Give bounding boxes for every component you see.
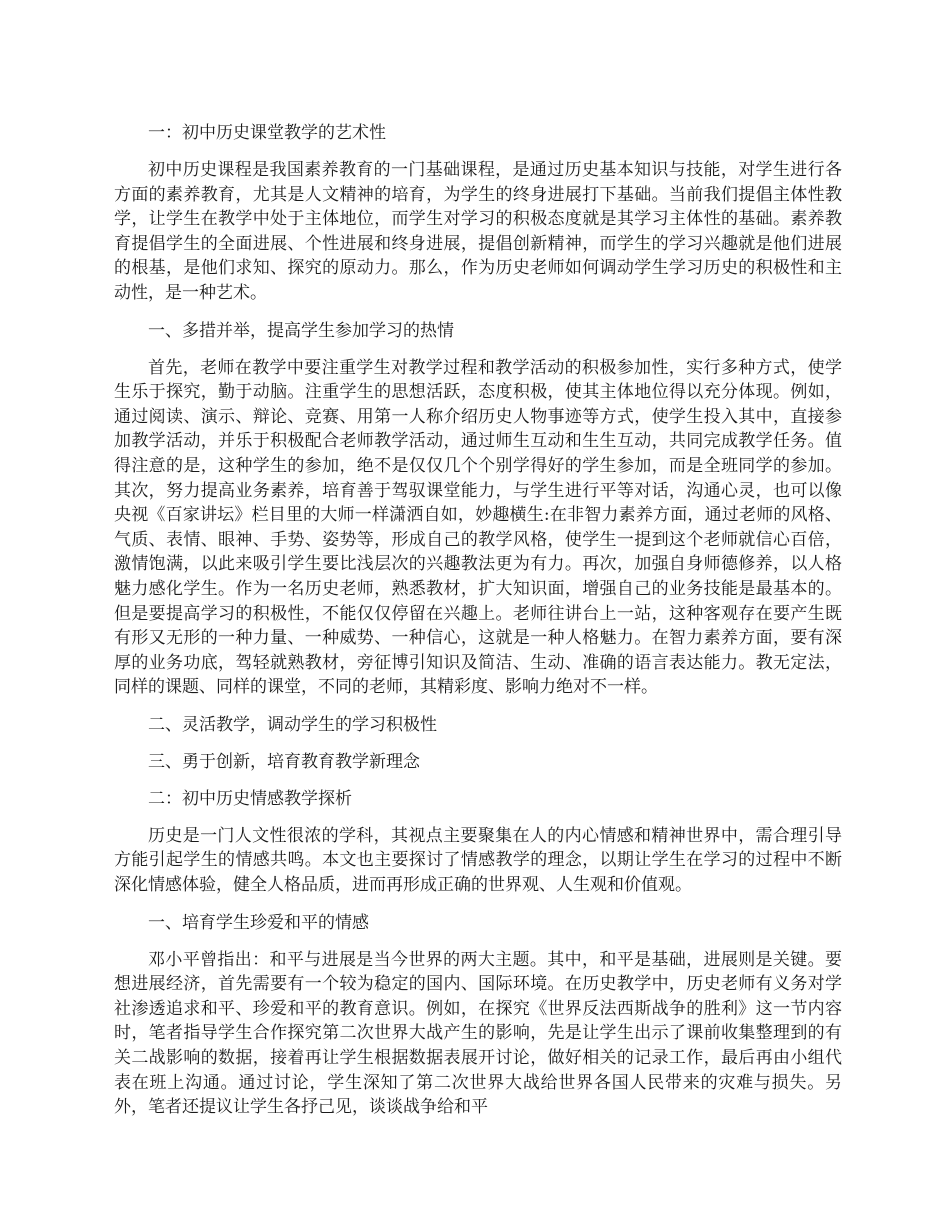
section-heading-3: 二、灵活教学，调动学生的学习积极性 bbox=[148, 714, 437, 735]
section-heading-2: 一、多措并举，提高学生参加学习的热情 bbox=[148, 320, 454, 341]
paragraph-4: 邓小平曾指出：和平与进展是当今世界的两大主题。其中，和平是基础，进展则是关键。要想进展经济，首先需要有一个较为稳定的国内、国际环境。在历史教学中，历史老师有义务对学社渗透追求和平、珍爱和平的教育意识。例如，在探究《世界反法西斯战争的胜利》这一节内容时，笔者指导学生合作探究第二次世界大战产生的影响，先是让学生出示了课前收集整理到的有关二战影响的数据，接着再让学生根据数据表展开讨论，做好相关的记录工作，最后再由小组代表在班上沟通。通过讨论，学生深知了第二次世界大战给世界各国人民带来的灾难与损失。另外，笔者还提议让学生各抒己见，谈谈战争给和平 bbox=[114, 949, 842, 1118]
document-page bbox=[114, 121, 842, 1133]
section-heading-1: 一：初中历史课堂教学的艺术性 bbox=[148, 123, 386, 143]
paragraph-2: 首先，老师在教学中要注重学生对教学过程和教学活动的积极参加性，实行多种方式，使学生乐于探究，勤于动脑。注重学生的思想活跃，态度积极，使其主体地位得以充分体现。例如，通过阅读、演示、辩论、竞赛、用第一人称介绍历史人物事迹等方式，使学生投入其中，直接参加教学活动，并乐于积极配合老师教学活动，通过师生互动和生生互动，共同完成教学任务。值得注意的是，这种学生的参加，绝不是仅仅几个个别学得好的学生参加，而是全班同学的参加。其次，努力提高业务素养，培育善于驾驭课堂能力，与学生进行平等对话，沟通心灵，也可以像央视《百家讲坛》栏目里的大师一样潇洒自如，妙趣横生:在非智力素养方面，通过老师的风格、气质、表情、眼神、手势、姿势等，形成自己的教学风格，使学生一提到这个老师就信心百倍，激情饱满，以此来吸引学生要比浅层次的兴趣教法更为有力。再次，加强自身师德修养，以人格魅力感化学生。作为一名历史老师，熟悉教材，扩大知识面，增强自己的业务技能是最基本的。但是要提高学习的积极性，不能仅仅停留在兴趣上。老师往讲台上一站，这种客观存在要产生既有形又无形的一种力量、一种威势、一种信心，这就是一种人格魅力。在智力素养方面，要有深厚的业务功底，驾轻就熟教材，旁征博引知识及简洁、生动、准确的语言表达能力。教无定法，同样的课题、同样的课堂，不同的老师，其精彩度、影响力绝对不一样。 bbox=[114, 357, 842, 698]
section-heading-6: 一、培育学生珍爱和平的情感 bbox=[148, 912, 369, 933]
section-heading-5: 二：初中历史情感教学探析 bbox=[148, 788, 352, 809]
section-heading-4: 三、勇于创新，培育教育教学新理念 bbox=[148, 751, 420, 772]
paragraph-1: 初中历史课程是我国素养教育的一门基础课程，是通过历史基本知识与技能，对学生进行各方面的素养教育，尤其是人文精神的培育，为学生的终身进展打下基础。当前我们提倡主体性教学，让学生在教学中处于主体地位，而学生对学习的积极态度就是其学习主体性的基础。素养教育提倡学生的全面进展、个性进展和终身进展，提倡创新精神，而学生的学习兴趣就是他们进展的根基，是他们求知、探究的原动力。那么，作为历史老师如何调动学生学习历史的积极性和主动性，是一种艺术。 bbox=[114, 160, 842, 303]
paragraph-3: 历史是一门人文性很浓的学科，其视点主要聚集在人的内心情感和精神世界中，需合理引导方能引起学生的情感共鸣。本文也主要探讨了情感教学的理念，以期让学生在学习的过程中不断深化情感体验，健全人格品质，进而再形成正确的世界观、人生观和价值观。 bbox=[114, 825, 842, 896]
